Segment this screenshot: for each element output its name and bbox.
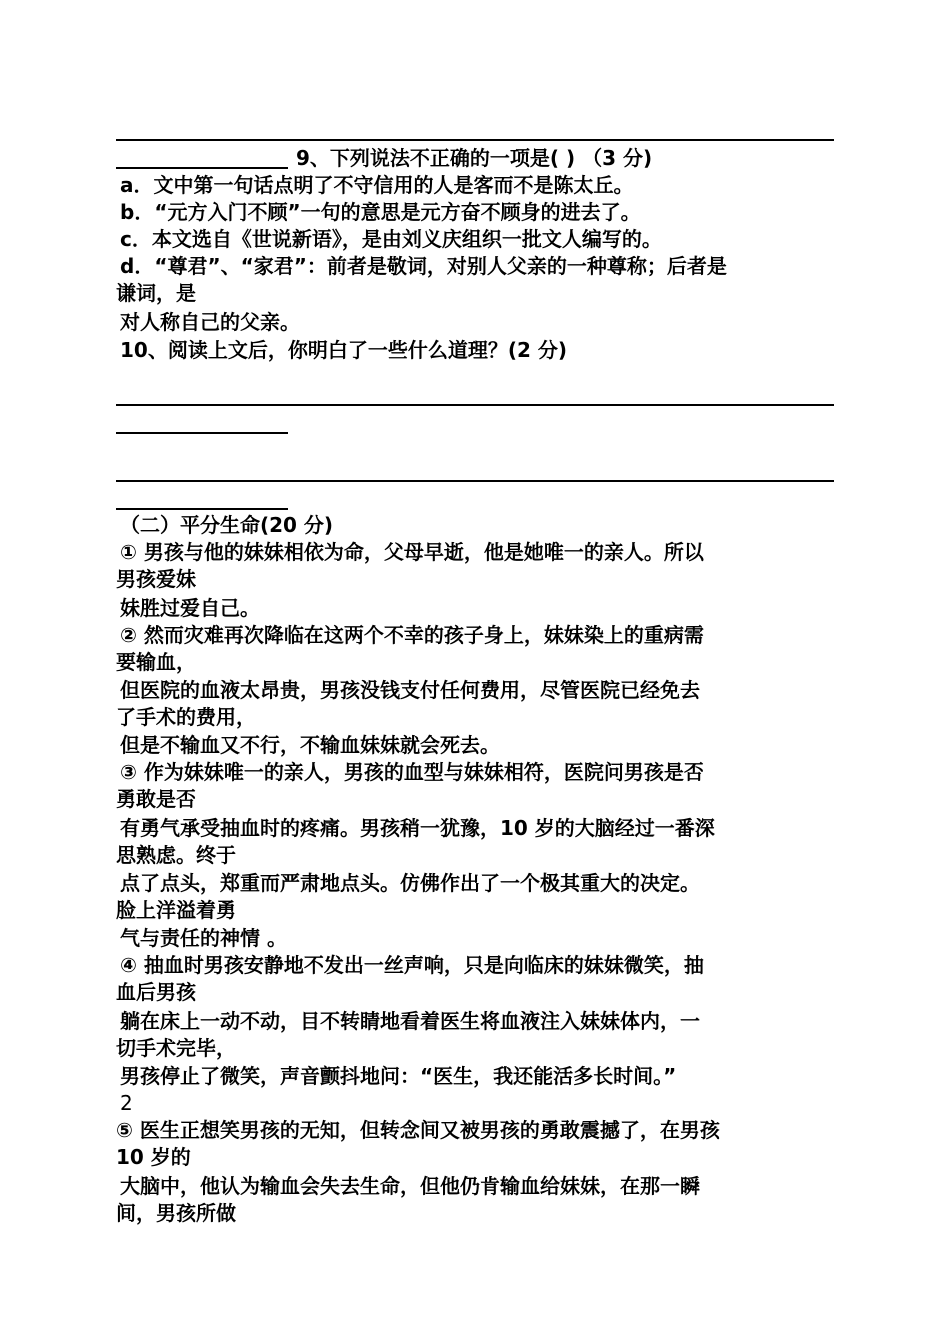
option-d-cont: 对人称自己的父亲。 (120, 310, 300, 334)
passage-line: 躺在床上一动不动，目不转睛地看着医生将血液注入妹妹体内，一 (120, 1009, 700, 1033)
passage-line: ④ 抽血时男孩安静地不发出一丝声响，只是向临床的妹妹微笑，抽 (120, 953, 704, 977)
passage-line: 气与责任的神情 。 (120, 926, 287, 950)
passage-line: 大脑中，他认为输血会失去生命，但他仍肯输血给妹妹，在那一瞬 (120, 1174, 700, 1198)
passage-line: 了手术的费用， (116, 705, 256, 729)
passage-line: 血后男孩 (116, 980, 196, 1004)
passage-line: 10 岁的 (116, 1145, 191, 1169)
passage-heading: （二）平分生命(20 分) (120, 513, 334, 537)
option-d-cont: 谦词，是 (116, 281, 196, 305)
passage-line: 男孩停止了微笑，声音颤抖地问：“医生，我还能活多长时间。” (120, 1064, 677, 1088)
passage-line: 男孩爱妹 (116, 567, 196, 591)
passage-line: 脸上洋溢着勇 (116, 898, 236, 922)
passage-line: ① 男孩与他的妹妹相依为命，父母早逝，他是她唯一的亲人。所以 (120, 540, 704, 564)
passage-line: 要输血， (116, 650, 196, 674)
passage-line: 但是不输血又不行，不输血妹妹就会死去。 (120, 733, 500, 757)
answer-line (116, 167, 288, 169)
passage-line: 切手术完毕， (116, 1036, 236, 1060)
question-9-stem: 9、下列说法不正确的一项是( ) （3 分) (296, 146, 653, 170)
passage-line: 但医院的血液太昂贵，男孩没钱支付任何费用，尽管医院已经免去 (120, 678, 700, 702)
passage-line: 勇敢是否 (116, 787, 196, 811)
answer-line (116, 404, 834, 406)
option-d: d．“尊君”、“家君”：前者是敬词，对别人父亲的一种尊称；后者是 (120, 254, 727, 278)
passage-line: 妹胜过爱自己。 (120, 596, 260, 620)
passage-line: 间，男孩所做 (116, 1201, 236, 1225)
answer-line (116, 508, 288, 510)
passage-line: ② 然而灾难再次降临在这两个不幸的孩子身上，妹妹染上的重病需 (120, 623, 704, 647)
passage-line: 点了点头，郑重而严肃地点头。仿佛作出了一个极其重大的决定。 (120, 871, 700, 895)
answer-line (116, 432, 288, 434)
passage-line: 有勇气承受抽血时的疼痛。男孩稍一犹豫，10 岁的大脑经过一番深 (120, 816, 715, 840)
page-number: 2 (120, 1091, 133, 1115)
answer-line (116, 139, 834, 141)
passage-line: ⑤ 医生正想笑男孩的无知，但转念间又被男孩的勇敢震撼了，在男孩 (116, 1118, 720, 1142)
passage-line: 思熟虑。终于 (116, 843, 236, 867)
passage-line: ③ 作为妹妹唯一的亲人，男孩的血型与妹妹相符，医院问男孩是否 (120, 760, 704, 784)
question-10-stem: 10、阅读上文后，你明白了一些什么道理？(2 分) (120, 338, 567, 362)
answer-line (116, 480, 834, 482)
option-a: a．文中第一句话点明了不守信用的人是客而不是陈太丘。 (120, 173, 634, 197)
option-c: c．本文选自《世说新语》，是由刘义庆组织一批文人编写的。 (120, 227, 662, 251)
option-b: b．“元方入门不顾”一句的意思是元方奋不顾身的进去了。 (120, 200, 641, 224)
